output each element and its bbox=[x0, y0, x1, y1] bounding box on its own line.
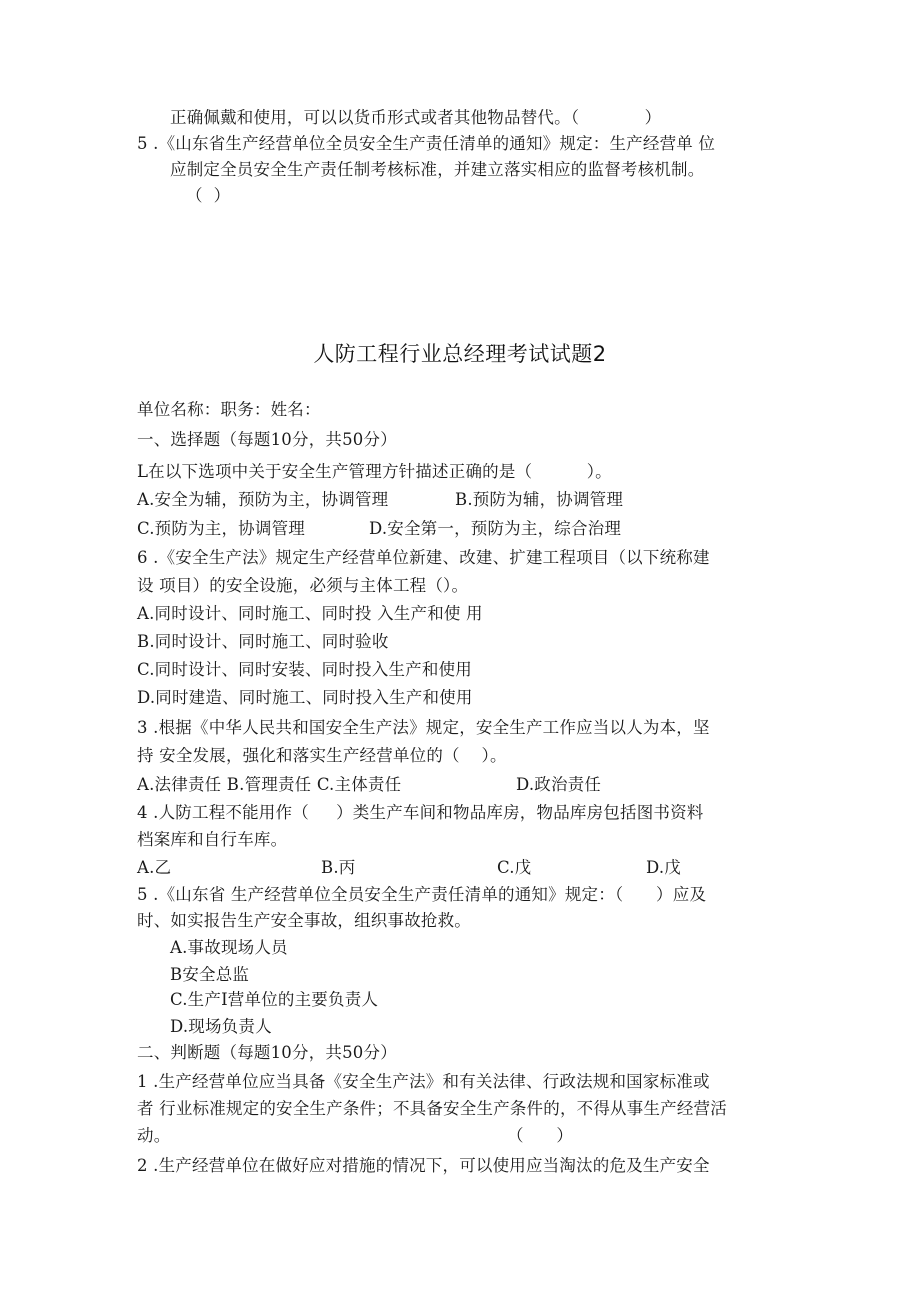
question-stem: L在以下选项中关于安全生产管理方针描述正确的是（ ）。 bbox=[137, 462, 612, 481]
option-b: B.丙 bbox=[321, 858, 356, 877]
section-heading: 二、判断题（每题10分，共50分） bbox=[137, 1043, 397, 1062]
option-c: C.同时设计、同时安装、同时投入生产和使用 bbox=[137, 660, 472, 679]
question-stem: 者 行业标准规定的安全生产条件；不具备安全生产条件的，不得从事生产经营活 bbox=[137, 1099, 727, 1118]
option-d: D.安全第一，预防为主，综合治理 bbox=[369, 519, 622, 538]
question-stem: 持 安全发展，强化和落实生产经营单位的（ ）。 bbox=[137, 746, 507, 765]
option-a: A.同时设计、同时施工、同时投 入生产和使 用 bbox=[137, 604, 483, 623]
option-b: B.预防为辅，协调管理 bbox=[455, 490, 624, 509]
option-b: B安全总监 bbox=[170, 965, 250, 984]
option-d: D.戊 bbox=[646, 858, 681, 877]
options-abc: A.法律责任 B.管理责任 C.主体责任 bbox=[137, 775, 402, 794]
question-stem: 6 .《安全生产法》规定生产经营单位新建、改建、扩建工程项目（以下统称建 bbox=[137, 548, 710, 567]
question-stem: 1 .生产经营单位应当具备《安全生产法》和有关法律、行政法规和国家标准或 bbox=[137, 1072, 710, 1091]
document-title: 人防工程行业总经理考试试题2 bbox=[313, 342, 607, 366]
option-d: D.现场负责人 bbox=[170, 1017, 272, 1036]
prev-question-5-line: 应制定全员安全生产责任制考核标准，并建立落实相应的监督考核机制。 bbox=[170, 160, 705, 179]
option-a: A.安全为辅，预防为主，协调管理 bbox=[137, 490, 389, 509]
question-stem: 设 项目）的安全设施，必须与主体工程（）。 bbox=[137, 576, 469, 595]
option-d: D.同时建造、同时施工、同时投入生产和使用 bbox=[137, 688, 473, 707]
prev-page-text-line: 正确佩戴和使用，可以以货币形式或者其他物品替代。（ ） bbox=[170, 108, 662, 127]
option-a: A.乙 bbox=[137, 858, 172, 877]
answer-parenthesis: （ ） bbox=[507, 1126, 574, 1145]
question-stem: 2 .生产经营单位在做好应对措施的情况下，可以使用应当淘汰的危及生产安全 bbox=[137, 1156, 710, 1175]
option-d: D.政治责任 bbox=[516, 775, 602, 794]
question-stem: 5 .《山东省 生产经营单位全员安全生产责任清单的通知》规定：（ ）应及 bbox=[137, 885, 707, 904]
answer-parenthesis: （ ） bbox=[186, 186, 231, 205]
header-info: 单位名称：职务：姓名： bbox=[137, 400, 321, 419]
question-stem: 动。 bbox=[137, 1126, 171, 1145]
question-stem: 档案库和自行车库。 bbox=[137, 830, 288, 849]
option-c: C.生产I营单位的主要负责人 bbox=[170, 990, 379, 1009]
prev-question-5-line: 5 .《山东省生产经营单位全员安全生产责任清单的通知》规定：生产经营单 位 bbox=[137, 134, 716, 153]
question-stem: 3 .根据《中华人民共和国安全生产法》规定，安全生产工作应当以人为本，坚 bbox=[137, 718, 710, 737]
question-stem: 4 .人防工程不能用作（ ）类生产车间和物品库房，物品库房包括图书资料 bbox=[137, 803, 704, 822]
option-c: C.戊 bbox=[497, 858, 532, 877]
question-stem: 时、如实报告生产安全事故，组织事故抢救。 bbox=[137, 911, 471, 930]
section-heading: 一、选择题（每题10分，共50分） bbox=[137, 430, 397, 449]
option-a: A.事故现场人员 bbox=[170, 938, 288, 957]
option-b: B.同时设计、同时施工、同时验收 bbox=[137, 632, 389, 651]
option-c: C.预防为主，协调管理 bbox=[137, 519, 305, 538]
